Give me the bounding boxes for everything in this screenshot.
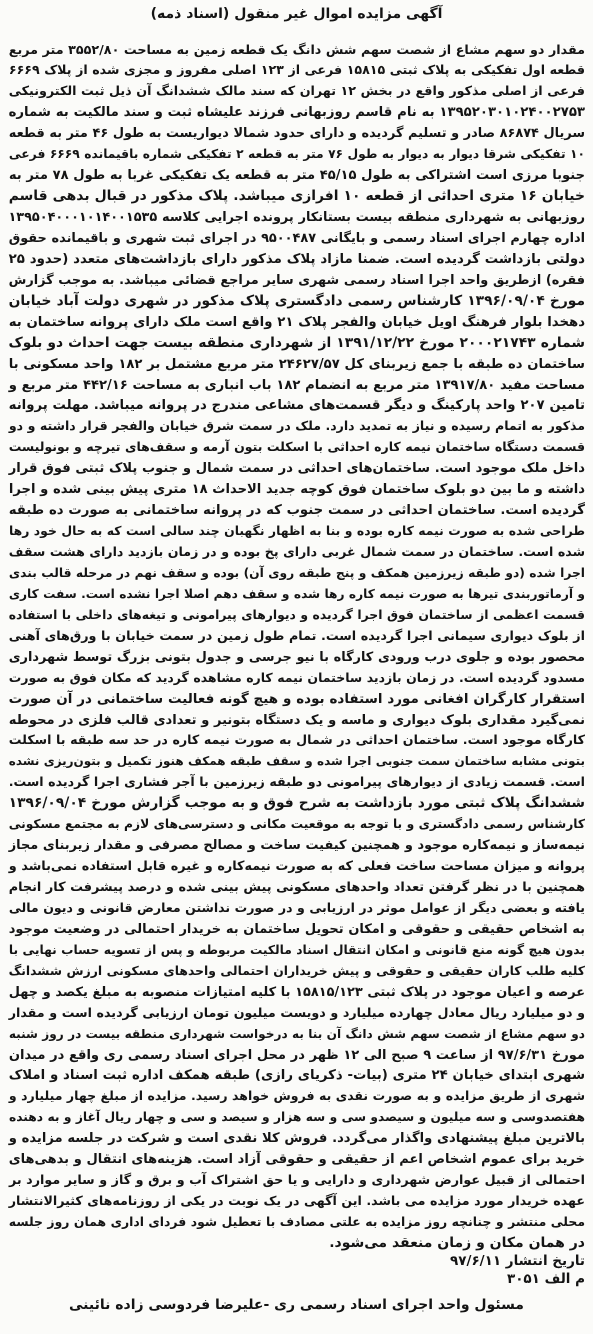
notice-line [8,39,585,60]
notice-line [8,415,585,436]
notice-line [8,876,585,897]
notice-line-text: دهخدا بلوار فرهنگ اویل خیابان والفجر پلاک ۲۱ واقع است ملک دارای پروانه ساختمان به [8,314,585,330]
notice-line-text: داخل ملک موجود است. ساختمان‌های احداثی در سمت شمال و جنوب پلاک ثبتی فوق قرار [8,461,585,477]
notice-line-text: ششدانگ پلاک ثبتی مورد بازداشت به شرح فوق و به موجب گزارش مورخ ۱۳۹۶/۰۹/۰۴ [8,795,585,812]
notice-line-text: بالاترین مبلغ پیشنهادی واگذار می‌گردد. فروش کلا نقدی است و شرکت در جلسه مزایده و [8,1131,585,1147]
notice-line-text: ساختمان ده طبقه با جمع زیربنای کل ۲۴۶۲۷/۵۷ متر مربع مشتمل بر ۱۸۲ واحد مسکونی با [8,356,585,372]
notice-line [8,59,585,80]
notice-line [8,143,585,164]
notice-line [8,248,585,269]
notice-line [8,499,585,520]
notice-line [8,625,585,646]
notice-line [8,1127,585,1148]
notice-line-text: مقدار دو سهم مشاع از شصت سهم شش دانگ یک قطعه زمین به مساحت ۳۵۵۲/۸۰ متر مربع [8,41,585,57]
notice-line-text: جنوبا مرزی است اشتراکی به طول ۴۵/۱۵ متر به قطعه یک تفکیکی غربا به طول ۷۸ متر به [8,168,585,184]
notice-line [8,541,585,562]
notice-line [8,583,585,604]
ad-reference: م الف ۳۰۵۱ [506,1271,585,1287]
notice-line [8,855,585,876]
signature-text: مسئول واحد اجرای اسناد رسمی ری -علیرضا فردوسی زاده نائینی [69,1297,524,1313]
notice-line [8,269,585,290]
publish-date: تاریخ انتشار ۹۷/۶/۱۱ [450,1253,585,1269]
notice-line-text: فقره) ازطریق واحد اجرا اسناد رسمی شهری سایر مراجع قضائی میباشد. به موجب گزارش [8,272,585,288]
notice-line [8,646,585,667]
notice-line-text: خیابان ۱۶ متری احداثی از قطعه ۱۰ افرازی میباشد. پلاک مذکور در قبال بدهی قاسم [8,188,585,205]
notice-line-text: خرید برای عموم اشخاص اعم از حقیقی و حقوقی آزاد است. هزینه‌های انتقال و بدهی‌های [8,1152,585,1168]
notice-line [8,771,585,792]
notice-line [8,813,585,834]
notice-line-text: به اشخاص حقیقی و حقوقی و امکان تحویل ساختمان به خریدار احتمالی در وضعیت موجود [8,921,585,937]
notice-line [8,729,585,750]
notice-line [8,604,585,625]
notice-line-text: و دو میلیارد ریال معادل چهارده میلیارد و دویست میلیون تومان ارزیابی گردیده است و مقدار [8,1004,585,1020]
notice-line-text: ۱۳۹۵۲۰۳۰۱۰۲۴۰۰۲۷۵۳ به نام قاسم روزبهانی فرزند علیشاه ثبت و سند مالکیت به شماره [8,105,585,121]
notice-line-text: قسمت دستگاه ساختمان نیمه کاره احداثی با اسکلت بتون آرمه و سقف‌های تیرچه و بونولیست [8,439,585,455]
notice-line-text: هفتصدوسی و سه میلیون و سیصدو سی و سه هزار و سیصد و سی و چهار ریال آغاز و به دهنده [9,1110,585,1125]
notice-line [8,520,585,541]
notice-line-text: طراحی شده به صورت نیمه کاره بوده و بنا به اظهار نگهبان چند سالی است که به حال خود رها [8,523,585,539]
notice-line-text: بتونی مشابه ساختمان سمت جنوبی اجرا شده و سقف طبقه همکف هنوز تکمیل و بتون‌ریزی نشده [8,754,585,769]
notice-line-text: گردیده است. ساختمان احداثی در سمت جنوب که در پروانه ساختمانی به صورت ده طبقه [8,503,585,519]
notice-line-text: مورخ ۱۳۹۶/۰۹/۰۴ کارشناس رسمی دادگستری پلاک مذکور در شهری دولت آباد خیابان [8,292,585,309]
notice-line [8,1044,585,1065]
notice-line [8,101,585,122]
notice-line [8,1064,585,1085]
notice-line [8,1190,585,1211]
notice-line-text: سریال ۸۶۸۷۴ صادر و تسلیم گردیده و دارای حدود شمالا دیواریست به طول ۴۶ متر به قطعه [8,126,585,142]
notice-line-text: شماره ۲۰۰۰۲۱۷۴۳ مورخ ۱۳۹۱/۱۲/۲۲ از شهرداری منطقه بیست جهت احداث دو بلوک [8,334,585,351]
notice-line [8,353,585,374]
notice-line-text: یافته و بعضی دیگر از عوامل موثر در ارزیابی و در صورت نداشتن معارض قانونی و دیون مالی [8,899,585,915]
notice-line-text: قطعه اول تفکیکی به پلاک ثبتی ۱۵۸۱۵ فرعی از ۱۲۳ اصلی مفروز و مجزی شده از پلاک ۶۶۶۹ [8,62,585,78]
notice-line-text: روزبهانی به شهرداری منطقه بیست بستانکار پرونده اجرایی کلاسه ۱۳۹۵۰۴۰۰۰۱۰۱۴۰۰۱۵۳۵ [8,210,585,225]
notice-line [8,792,585,813]
notice-line [8,834,585,855]
notice-line-text: از بلوک دیواری سیمانی اجرا گردیده است. تمام طول زمین در سمت خیابان با ورق‌های آهنی [8,628,585,644]
notice-line [8,290,585,311]
notice-line-text: شده است. ساختمان در سمت شمال غربی دارای پخ بوده و در زمان بازدید دارای هشت سقف [8,544,585,559]
notice-line [8,164,585,185]
notice-line [8,688,585,709]
notice-line [8,436,585,457]
notice-line [8,1232,585,1253]
notice-line-text: و آرماتوربندی تیرها به صورت نیمه کاره رها شده و سقف دهم اصلا اجرا نشده است. سفت کاری [8,586,585,601]
notice-line [8,709,585,730]
notice-line [8,332,585,353]
notice-line [8,1002,585,1023]
notice-line [8,750,585,771]
notice-line [8,1023,585,1044]
notice-line [8,960,585,981]
notice-line-text: مساحت مفید ۱۳۹۱۷/۸۰ متر مربع به انضمام ۱۸۲ باب انباری به مساحت ۴۴۲/۱۶ متر مربع و [8,377,585,393]
notice-line-text: بدون هیچ گونه منع قانونی و امکان انتقال اسناد مالکیت مربوطه و پس از تسویه حساب نهایی با [8,942,585,957]
notice-line-text: محصور بوده و جلوی درب ورودی کارگاه با نیو جرسی و جدول بتونی بزرگ توسط شهرداری [8,649,585,665]
notice-line-text: استقرار کارگران افغانی مورد استفاده بوده و هیچ گونه فعالیت ساختمانی در آن صورت [8,690,585,707]
notice-line-text: کارشناس رسمی دادگستری و با توجه به موقعیت مکانی و دسترسی‌های لازم به مجتمع مسکونی [8,817,585,832]
notice-line-text: پروانه و میزان مساحت ساخت فعلی که به صورت نیمه‌کاره و غیره قابل استفاده نمی‌باشد و [8,859,585,875]
notice-line [8,562,585,583]
notice-line-text: شهری ابتدای خیابان ۲۴ متری (بیات- ذکریای رازی) طبقه همکف اداره ثبت اسناد و املاک [8,1068,585,1084]
notice-line-text: داشته و ما بین دو بلوک ساختمان فوق کوچه جدید الاحداث ۱۸ متری پیش بینی شده و اجرا [8,482,585,498]
notice-line [8,897,585,918]
notice-line-text: نیمه‌ساز و نیمه‌کاره موجود و همچنین کیفیت ساخت و مصالح مصرفی و مقدار زیربنای مجاز [8,838,585,854]
notice-line [8,394,585,415]
notice-line [8,374,585,395]
notice-line-text: مذکور به اتمام رسیده و نیاز به تمدید دارد. ملک در سمت شرق خیابان والفجر قرار داشته و دو [8,418,585,434]
notice-line-text: کلیه طلب کاران حقیقی و حقوقی و پیش خریداران احتمالی واحدهای مسکونی ارزش ششدانگ [8,963,585,978]
notice-line [8,80,585,101]
notice-line-text: قسمت اعظمی از ساختمان فوق اجرا گردیده و دیوارهای پیرامونی و تیغه‌های داخلی با استفاده [8,607,585,622]
notice-line [8,1106,585,1127]
notice-line-text: اداره چهارم اجرای اسناد رسمی و بایگانی ۹۵۰۰۴۸۷ در اجرای ثبت شهری و باقیمانده حقوق [8,230,585,246]
notice-title: آگهی مزایده اموال غیر منقول (اسناد ذمه) [150,6,443,22]
signature [0,1294,593,1316]
notice-line [8,185,585,206]
notice-line-text: محلی منتشر و چنانچه روز مزایده به علتی مصادف با تعطیل شود فردای اداری همان روز جلسه [8,1214,585,1229]
notice-line-text: عهده خریدار مورد مزایده می باشد. این آگهی در یک نوبت در یکی از روزنامه‌های کثیرالانتشار [8,1193,585,1209]
notice-line [8,939,585,960]
notice-line [8,478,585,499]
notice-line [8,227,585,248]
notice-line [8,1169,585,1190]
notice-line [8,1211,585,1232]
notice-line-text: مسدود گردیده است. در زمان بازدید ساختمان نیمه کاره مشاهده گردید که مکان فوق به صورت [8,669,585,685]
notice-line [8,311,585,332]
notice-line [8,206,585,227]
notice-line [8,457,585,478]
notice-line-text: شهری از طریق مزایده و به صورت نقدی به فروش خواهد رسید. مزایده از مبلغ چهار میلیارد و [8,1088,585,1104]
notice-line [8,1085,585,1106]
notice-line-text: فرعی از اصلی مذکور واقع در بخش ۱۲ تهران که سند مالک ششدانگ آن ذیل ثبت الکترونیکی [8,83,585,99]
notice-line-text: اجرا شده (دو طبقه زیرزمین همکف و پنج طبقه روی آن) بوده و سقف نهم در مرحله قالب بندی [8,565,585,580]
notice-line [8,918,585,939]
notice-line-text: ۱۰ تفکیکی شرقا دیوار به دیوار به طول ۷۶ متر به قطعه ۲ تفکیکی شماره باقیمانده ۶۶۶۹ فرعی [8,147,585,162]
notice-line-text: تامین ۲۰۷ واحد پارکینگ و دیگر قسمت‌های مشاعی مندرج در پروانه میباشد. مهلت پروانه [8,398,585,414]
notice-line-text: نمی‌گیرد مقداری بلوک دیواری و ماسه و یک دستگاه بتونیر و تعدادی قالب فلزی در محوطه [8,712,585,728]
notice-line-text: همچنین با در نظر گرفتن تعداد واحدهای مسکونی پیش بینی شده و درصد پیشرفت کار انجام [8,880,585,895]
notice-line [8,1148,585,1169]
notice-line-text: دو سهم مشاع از شصت سهم شش دانگ آن بنا به درخواست شهرداری منطقه بیست در روز شنبه [8,1026,585,1041]
notice-line [8,122,585,143]
notice-line-text: در همان مکان و زمان منعقد می‌شود. [329,1234,585,1251]
notice-line-text: احتمالی از قبیل عوارض شهرداری و دارایی و یا حق اشتراک آب و برق و گاز و سایر موارد بر [8,1172,585,1188]
notice-line-text: مورخ ۹۷/۶/۳۱ از ساعت ۹ صبح الی ۱۲ ظهر در محل اجرای اسناد رسمی ری واقع در میدان [8,1047,585,1063]
notice-line-text: عرصه و اعیان موجود در پلاک ثبتی ۱۵۸۱۵/۱۲۳ با کلیه امتیازات منصوبه به مبلغ یکصد و چهل [8,984,585,1000]
notice-line [8,981,585,1002]
notice-line-text: است. قسمت زیادی از دیوارهای پیرامونی دو طبقه زیرزمین با آجر فشاری اجرا گردیده است. [8,774,585,790]
notice-body [8,39,585,1253]
notice-line-text: دولتی بازداشت گردیده است. ضمنا مازاد پلاک مذکور دارای بازداشت‌های متعدد (حدود ۲۵ [8,251,585,267]
notice-line [8,667,585,688]
notice-line-text: کارگاه موجود است. ساختمان احداثی در شمال به صورت نیمه کاره در حد سه طبقه با اسکلت [8,732,585,748]
